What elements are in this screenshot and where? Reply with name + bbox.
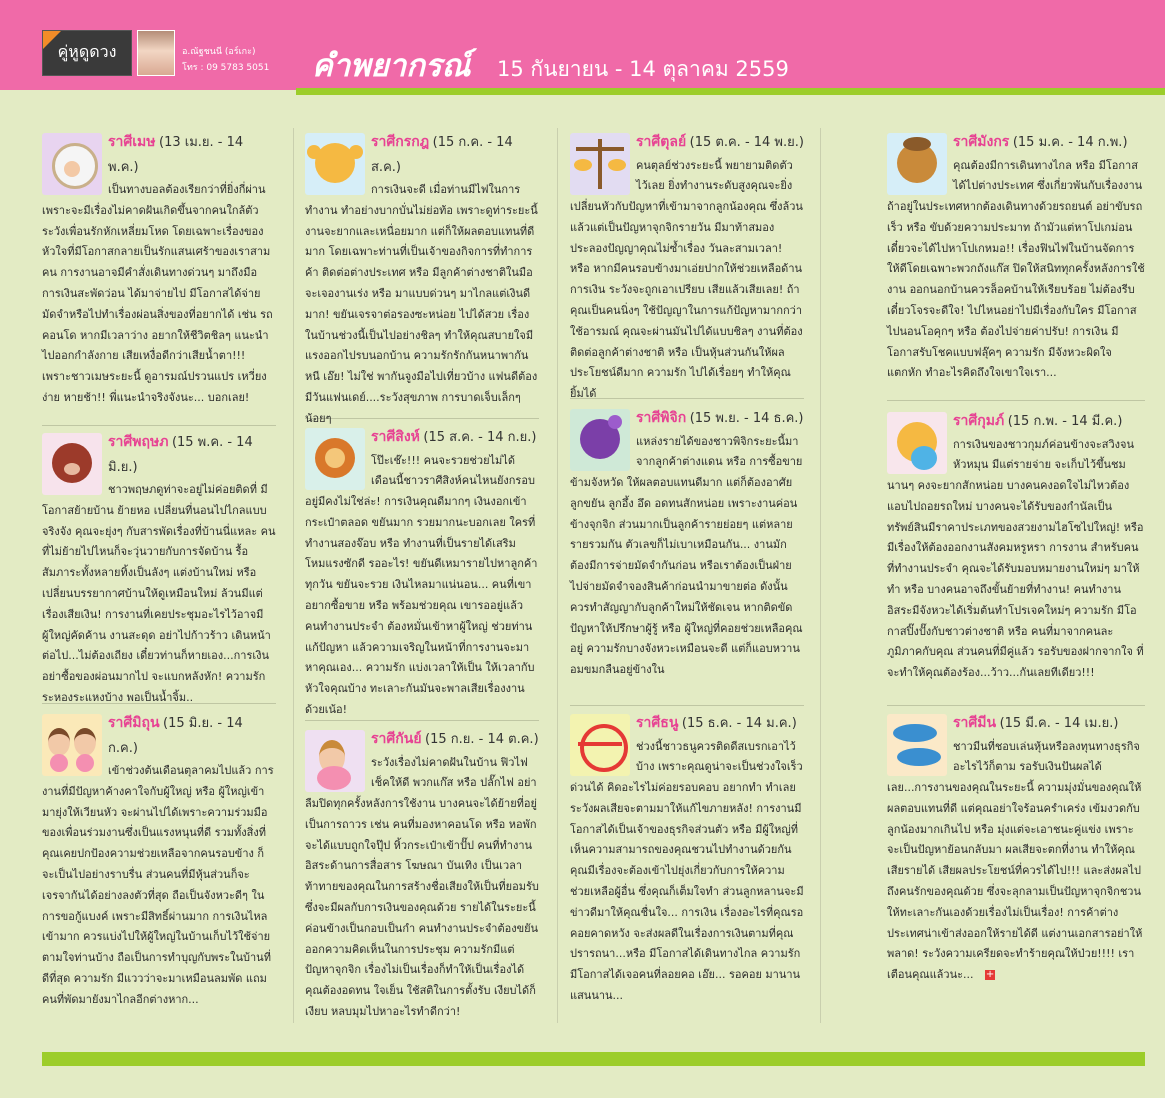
- ram-icon: [42, 133, 102, 195]
- horoscope-cancer: [305, 129, 539, 430]
- page-title: คำพยากรณ์: [312, 48, 471, 84]
- column-divider: [293, 128, 294, 1023]
- column-divider: [557, 128, 558, 1023]
- virgin-icon: [305, 730, 365, 792]
- horoscope-libra: [570, 129, 804, 405]
- sign-text: ชาวมีนที่ชอบเล่นหุ้นหรือลงทุนทางธุรกิจอะไรไว้ก็ตาม รอรับเงินปันผลได้เลย...การงานของคุณในระยะนี้ ความมุ่งมั่นของคุณให้ผลตอบแทนที่ดี แต่คุณอย่าใจร้อนครำเคร่ง เข้มงวดกับลูกน้องมากเกินไป หรือ มุ่งแต่จะเอาชนะคู่แข่ง เพราะจะเป็นปัญหาย้อนกลับมา ผลเสียจะตกที่งาน ทำให้คุณเสียรายได้ เสียผลประโยชน์ที่ควรได้ไป!!! และส่งผลไปถึงคนรักของคุณด้วย ซึ่งจะลุกลามเป็นปัญหาจุกจิกชวนให้ทะเลาะกันเองด้วยเรื่องไม่เป็นเรื่อง! การค้าต่างประเทศน่าเข้าส่งออกให้รายได้ดี แต่งานเอกสารอย่าให้พลาด! ระวังความเครียดจะทำร้ายคุณให้ป่วย!!!! เราเตือนคุณแล้วนะ...: [887, 739, 1143, 982]
- sign-text: ชาวพฤษภดูท่าจะอยู่ไม่ค่อยติดที่ มีโอกาสย้ายบ้าน ย้ายหอ เปลี่ยนที่นอนไปไกลแบบจริงจัง คุณจะยุ่งๆ กับสารพัดเรื่องที่บ้านนี่แหละ คนที่ไม่ย้ายไปไหนก็จะวุ่นวายกับการจัดบ้าน รื้อสัมภาระทั้งหลายทิ้งเป็นลังๆ แต่งบ้านใหม่ หรือเปลี่ยนบรรยากาศบ้านให้ดูเหมือนใหม่ ล้วนมีแต่เรื่องเสียเงิน! การงานที่เคยประชุมอะไรไว้อาจมีผู้ใหญ่คัดค้าน งานสะดุด อย่าไปก้าวร้าว เดินหน้าต่อไป...ไม่ต้องเถียง เดี๋ยวท่านก็หายเอง...การเงิน อย่าซื้อของผ่อนมากไป จะแบกหลังหัก! ความรักระหองระแหงบ้าง พอเป็นน้ำจิ้ม..: [42, 483, 276, 704]
- sign-name: ราศีสิงห์: [371, 429, 420, 445]
- goat-icon: [887, 133, 947, 195]
- sign-text: คนตุลย์ช่วงระยะนี้ พยายามติดตัวไว้เลย ยิ่งทำงานระดับสูงคุณจะยิ่งเปลี่ยนหัวกับปัญหาที่เข้ามาจากลูกน้องคุณ ซึ่งล้วนแล้วแต่เป็นปัญหาจุกจิกรายวัน มีมาท้าสมองประลองปัญญาคุณไม่ซ้ำเรื่อง วันละสามเวลา! หรือ หากมีคนรอบข้างมาเอ่ยปากให้ช่วยเหลือด้านการเงิน ระวังจะถูกเอาเปรียบ เสียแล้วเสียเลย! ถ้าคุณเป็นคนนิ่งๆ ใช้ปัญญาในการแก้ปัญหามากกว่าใช้อารมณ์ คุณจะผ่านมันไปได้แบบชิลๆ งานที่ต้องติดต่อลูกค้าต่างชาติ หรือ เป็นหุ้นส่วนกันให้ผลประโยชน์ดีมาก ความรัก ไปได้เรื่อยๆ ทำให้คุณยิ้มได้: [570, 158, 803, 401]
- sign-dates: (15 ก.พ. - 14 มี.ค.): [1007, 414, 1123, 429]
- sign-name: ราศีกันย์: [371, 731, 422, 747]
- sign-text: โป๊ะเช๊ะ!!! คนจะรวยช่วยไม่ได้ เดือนนี้ชาวราศีสิงห์คนไหนยังกรอบอยู่มีคงไม่ใช่ล่ะ! การเงินคุณดีมากๆ เงินงอกเข้ากระเป๋าตลอด ขยันมาก รวยมากนะบอกเลย ใครที่ทำงานสองจ๊อบ หรือ ทำงานที่เป็นรายได้เสริม โหมแรงซักดี รออะไร! ขยันดีเหมารายไปหาลูกค้าทุกวัน ขยันจะรวย เงินไหลมาแน่นอน... คนที่เขาอยากซื้อขาย หรือ พร้อมช่วยคุณ เขารออยู่แล้ว คนทำงานประจำ ต้องหมั่นเข้าหาผู้ใหญ่ ช่วยท่านแก้ปัญหา แล้วความเจริญในหน้าที่การงานจะมาหาคุณเอง... ความรัก แบ่งเวลาให้เป็น ให้เวลากับหัวใจคุณบ้าง ทะเลาะกันมันจะพาลเสียเรื่องงานด้วยเน้อ!: [305, 453, 538, 716]
- sign-text: คุณต้องมีการเดินทางไกล หรือ มีโอกาสได้ไปต่างประเทศ ซึ่งเกี่ยวพันกับเรื่องงาน ถ้าอยู่ในประเทศหากต้องเดินทางด้วยรถยนต์ อย่าขับรถเร็ว หรือ ขับด้วยความประมาท ถ้ามัวแต่หาโปเกม่อน เดี๋ยวจะได้ไปหาโปเกหมอ!! เรื่องฟินไฟในบ้านจัดการให้ดีโดยเฉพาะพวกถังแก๊ส ปิดให้สนิททุกครั้งหลังการใช้งาน ออกนอกบ้านควรล็อคบ้านให้เรียบร้อย ไม่ต้องรีบ เดี๋ยวโจรจะดีใจ! ไปไหนอย่าไปมีเรื่องกับใคร มีโอกาสไปนอนโอคุกๆ หรือ ต้องไปจ่ายค่าปรับ! การเงิน มีโอกาสรับโชคแบบฟลุ๊คๆ ความรัก มีจังหวะผิดใจ แตกหัก ทำอะไรคิดถึงใจเขาใจเรา...: [887, 158, 1145, 380]
- horoscope-aquarius: [887, 408, 1145, 684]
- horoscope-pisces: [887, 710, 1145, 986]
- sign-text: ระวังเรื่องไม่คาดฝันในบ้าน ฟิวไฟเช็คให้ดี พวกแก๊ส หรือ ปลั๊กไฟ อย่าลืมปิดทุกครั้งหลังการใช้งาน บางคนจะได้ย้ายที่อยู่เป็นการถาวร เช่น คนที่มองหาคอนโด หรือ หอพัก จะได้แบบถูกใจปุ๊ป หิ้วกระเป๋าเข้าปั๊ป คนที่ทำงานอิสระด้านการสื่อสาร โฆษณา บันเทิง เป็นเวลาท้าทายของคุณในการสร้างชื่อเสียงให้เป็นที่ยอมรับ ซึ่งจะมีผลกับการเงินของคุณด้วย รายได้ในระยะนี้ค่อนข้างเป็นกอบเป็นกำ คนทำงานประจำต้องขยันออกความคิดเห็นในการประชุม ความรักมีแต่ปัญหาจุกจิก เรื่องไม่เป็นเรื่องก็ทำให้เป็นเรื่องได้ คุณต้องอดทน ใจเย็น ใช้สติในการตั้งรับ เงียบได้ก็เงียบ หลบมุมไปหาอะไรทำดีกว่า!: [305, 755, 539, 1018]
- sign-name: ราศีมิถุน: [108, 715, 160, 731]
- sign-dates: (15 พ.ค. - 14 มิ.ย.): [108, 435, 253, 475]
- sign-name: ราศีมีน: [953, 715, 997, 731]
- sign-name: ราศีธนู: [636, 715, 679, 731]
- sign-text: เข้าช่วงต้นเดือนตุลาคมไปแล้ว การงานที่มีปัญหาค้างคาใจกับผู้ใหญ่ หรือ ผู้ใหญ่เข้ามายุ่งให้เวียนหัว จะผ่านไปได้เพราะความร่วมมือของเพื่อนร่วมงานซึ่งเป็นแรงหนุนที่ดี รวมทั้งสิ่งที่คุณเคยปกป้องความช่วยเหลือจากคนรอบข้าง ก็จะเป็นไปอย่างราบรื่น ส่วนคนที่มีหุ้นส่วนก็จะเจรจากันได้อย่างลงตัวที่สุด ถือเป็นจังหวะดีๆ ในการขอกู้แบงค์ เพราะมีสิทธิ์ผ่านมาก การเงินไหลเข้ามาก ควรแบ่งไปให้ผู้ใหญ่ในบ้านเก็บไว้ใช้จ่ายตามใจท่านบ้าง ถือเป็นการทำบุญกับพระในบ้านที่ดีที่สุด ความรัก มีแววว่าจะมาเหมือนลมพัด แถมคนที่พัดมายังมาไกลอีกต่างหาก...: [42, 764, 274, 1006]
- row-divider: [887, 705, 1145, 706]
- sign-name: ราศีพิจิก: [636, 410, 687, 426]
- horoscope-virgo: [305, 726, 539, 1023]
- row-divider: [887, 400, 1145, 401]
- header-accent-stripe: [296, 88, 1165, 95]
- sign-dates: (15 มี.ค. - 14 เม.ย.): [999, 716, 1119, 731]
- row-divider: [42, 425, 276, 426]
- twins-icon: [42, 714, 102, 776]
- sign-dates: (15 ม.ค. - 14 ก.พ.): [1012, 135, 1128, 150]
- fish-icon: [887, 714, 947, 776]
- logo-label: คู่หูดูดวง: [57, 42, 117, 61]
- horoscope-gemini: [42, 710, 276, 1011]
- horoscope-capricorn: [887, 129, 1145, 384]
- horoscope-leo: [305, 424, 539, 721]
- sign-text: เป็นทางบอลต้องเรียกว่าที่ยิ่งกี่ผ่าน เพราะจะมีเรื่องไม่คาดฝันเกิดขึ้นจากคนใกล้ตัว ระวังเพื่อนรักหักเหลี่ยมโหด โดยเฉพาะเรื่องของหัวใจที่มีโอกาสกลายเป็นรักแสนเศร้าของเราสามคน การงานอาจมีคำสั่งเดินทางด่วนๆ มาถึงมือ การเงินสะพัดว่อน ได้มาจ่ายไป มีโอกาสได้จ่ายมัดจำหรือไปทำเรื่องผ่อนสิ่งของที่อยากได้ เช่น รถ คอนโด หากมีเวลาว่าง อยากให้ชีวิตชิลๆ แนะนำไปออกกำลังกาย เสียเหงื่อดีกว่าเสียน้ำตา!!! เพราะชาวเมษระยะนี้ ดูอารมณ์ปรวนแปร เหวี่ยงง่าย หายช้า!! พี่แนะนำจริงจังนะ... บอกเลย!: [42, 183, 273, 404]
- lion-icon: [305, 428, 365, 490]
- water-bearer-icon: [887, 412, 947, 474]
- sign-dates: (15 พ.ย. - 14 ธ.ค.): [689, 411, 804, 426]
- archer-icon: [570, 714, 630, 776]
- sign-text: แหล่งรายได้ของชาวพิจิกระยะนี้มาจากลูกค้าต่างแดน หรือ การซื้อขายข้ามจังหวัด ให้ผลตอบแทนดีมาก แต่ก็ต้องอาศัยลูกขยัน ลูกอึ้ง อึด อดทนสักหน่อย เพราะงานค่อนข้างจุกจิก ส่วนมากเป็นลูกค้ารายย่อยๆ แต่หลายรายรวมกัน ตัวเลขก็ไม่เบาเหมือนกัน... งานมักต้องมีการจ่ายมัดจำกันก่อน หรือเราต้องเป็นฝ่ายไปจ่ายมัดจำจองสินค้าก่อนนำมาขายต่อ ดังนั้นควรทำสัญญากับลูกค้าใหม่ให้ชัดเจน หากติดขัดปัญหาให้ปรึกษาผู้รู้ หรือ ผู้ใหญ่ที่คอยช่วยเหลือคุณอยู่ ความรักบางจังหวะเหมือนจะดี แต่ก็แอบหวานอมขมกลืนอยู่ข้างใน: [570, 434, 803, 677]
- sign-name: ราศีตุลย์: [636, 134, 687, 150]
- row-divider: [570, 705, 804, 706]
- sign-name: ราศีกรกฎ: [371, 134, 430, 150]
- scales-icon: [570, 133, 630, 195]
- footer-bar: [42, 1052, 1145, 1066]
- date-range: 15 กันยายน - 14 ตุลาคม 2559: [497, 57, 789, 81]
- sign-dates: (15 ส.ค. - 14 ก.ย.): [423, 430, 537, 445]
- sign-name: ราศีมังกร: [953, 134, 1010, 150]
- column-divider: [820, 128, 821, 1023]
- sign-text: การเงินจะดี เมื่อท่านมีไฟในการทำงาน ทำอย่างบากบั่นไม่ย่อท้อ เพราะดูท่าระยะนี้งานจะยากและเหนื่อยมาก แต่ก็ให้ผลตอบแทนที่ดีมาก โดยเฉพาะท่านที่เป็นเจ้าของกิจการที่ทำการค้า ติดต่อต่างประเทศ หรือ มีลูกค้าต่างชาติในมือจะเจองานเร่ง หรือ มาแบบด่วนๆ มาไกลแต่เงินดีมาก! ขยันเจรจาต่อรองซะหน่อย ไปได้สวย เรื่องในบ้านช่วงนี้เป็นไปอย่างชิลๆ ทำให้คุณสบายใจมีแรงออกไปรบนอกบ้าน ความรักรักกันหนาพากันหนี เอ๊ย! ไม่ใช่ พากันจูงมือไปเที่ยวบ้าง แฟนดีต้องมีวันแฟนเดย์....ระวังสุขภาพ การบาดเจ็บเล็กๆ น้อยๆ: [305, 183, 538, 425]
- sign-dates: (15 ก.ย. - 14 ต.ค.): [425, 732, 539, 747]
- author-name: อ.ณัฐชนนี (อร์เกะ): [182, 47, 256, 57]
- horoscope-sagittarius: [570, 710, 804, 1007]
- sign-dates: (15 ก.ค. - 14 ส.ค.): [371, 135, 513, 175]
- author-avatar: [137, 30, 175, 76]
- crab-icon: [305, 133, 365, 195]
- sign-dates: (15 ต.ค. - 14 พ.ย.): [689, 135, 804, 150]
- sign-name: ราศีกุมภ์: [953, 413, 1005, 429]
- sign-name: ราศีพฤษภ: [108, 434, 169, 450]
- sign-text: ช่วงนี้ชาวธนูควรติดดีสเบรกเอาไว้บ้าง เพราะคุณดูน่าจะเป็นช่วงใจเร็วด่วนได้ คิดอะไรไม่ค่อยรอบคอบ อยากทำ ทำเลย ระวังผลเสียจะตามมาให้แก้ไขภายหลัง! การงานมีโอกาสได้เป็นเจ้าของธุรกิจส่วนตัว หรือ มีผู้ใหญ่ที่เห็นความสามารถของคุณชวนไปทำงานด้วยกัน คุณมีเรื่องจะต้องเข้าไปยุ่งเกี่ยวกับการให้ความช่วยเหลือผู้อื่น ซึ่งคุณก็เต็มใจทำ ส่วนลูกหลานจะมีข่าวดีมาให้คุณชื่นใจ... การเงิน เรื่องอะไรที่คุณรอคอยคาดหวัง จะส่งผลดีในเรื่องการเงินตามที่คุณปรารถนา...หรือ มีโอกาสได้เดินทางไกล ความรัก มีโอกาสได้เจอคนที่ลอยคอ เอ๊ย... รอคอย มานานแสนนาน...: [570, 739, 804, 1002]
- author-phone: โทร : 09 5783 5051: [182, 63, 270, 73]
- sign-text: การเงินของชาวกุมภ์ค่อนข้างจะสวิงจนหัวหมุน มีแต่รายจ่าย จะเก็บไว้ขึ้นชมนานๆ คงจะยากสักหน่อย บางคนคงอดใจไม่ไหวต้องแอบไปถอยรถใหม่ บางคนจะได้รับของกำนัลเป็นทรัพย์สินมีราคาประเภทของสวยงามไฮโซไปใหญ่! หรือ มีเรื่องให้ต้องออกงานสังคมหรูหรา การงาน สำหรับคนที่ทำงานประจำ คุณจะได้รับมอบหมายงานใหม่ๆ มาให้ทำ หรือ บางคนอาจถึงขั้นย้ายที่ทำงาน! คนทำงานอิสระมีจังหวะได้เริ่มต้นทำโปรเจคใหม่ๆ ความรัก มีโอกาสปิ๊งปั๊งกับชาวต่างชาติ หรือ คนที่มาจากคนละภูมิภาคกับคุณ ส่วนคนที่มีคู่แล้ว รอรับของฝากจากใจ ที่จะทำให้คุณต้องร้อง...ว้าว...กันเลยทีเดียว!!!: [887, 437, 1144, 680]
- column-logo: [42, 30, 132, 76]
- sign-dates: (15 ธ.ค. - 14 ม.ค.): [681, 716, 797, 731]
- header-banner: [0, 0, 1165, 90]
- horoscope-taurus: [42, 429, 276, 709]
- plus-icon: +: [985, 969, 995, 981]
- sign-dates: (13 เม.ย. - 14 พ.ค.): [108, 135, 244, 175]
- horoscope-scorpio: [570, 405, 804, 681]
- horoscope-aries: [42, 129, 276, 409]
- sign-name: ราศีเมษ: [108, 134, 156, 150]
- scorpion-icon: [570, 409, 630, 471]
- bull-icon: [42, 433, 102, 495]
- sign-dates: (15 มิ.ย. - 14 ก.ค.): [108, 716, 243, 756]
